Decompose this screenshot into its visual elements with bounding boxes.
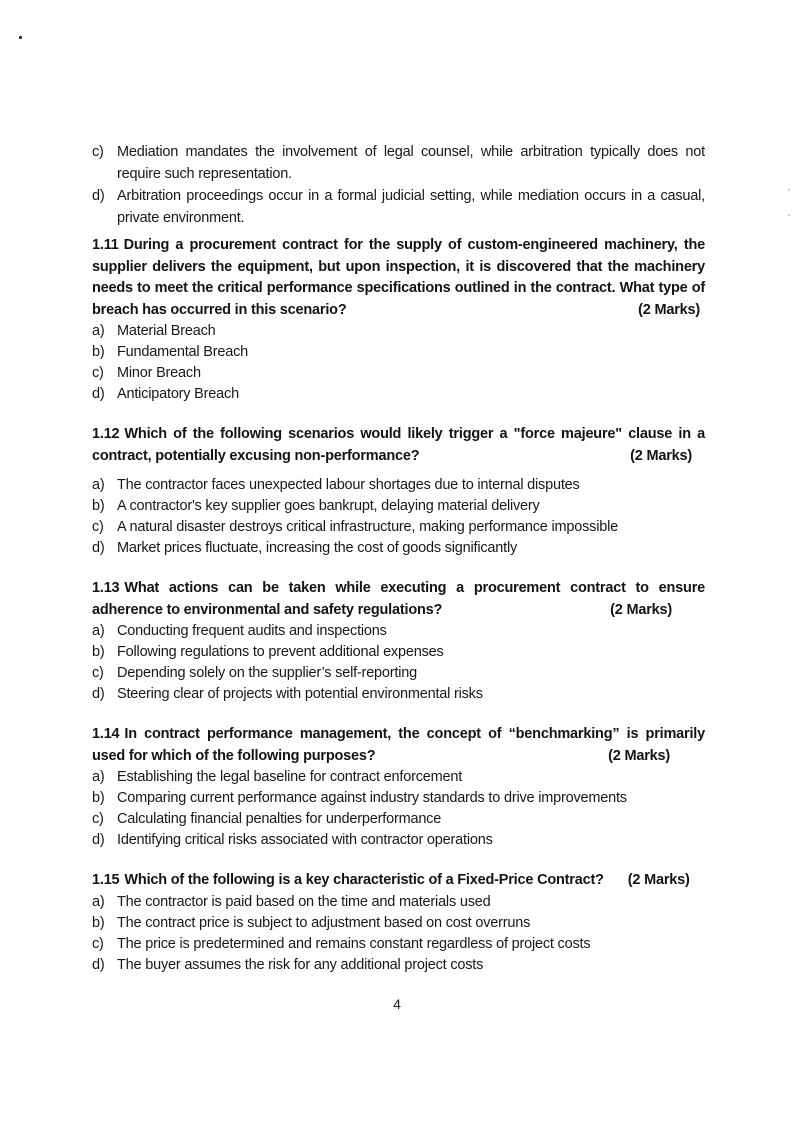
option-row [92,363,705,384]
option-letter: d) [92,956,105,973]
marks-label: (2 Marks) [638,301,700,318]
scan-speck-icon [788,214,790,216]
option-row [92,934,705,955]
question-paragraph [92,578,705,621]
option-letter: d) [92,188,105,204]
options-list [92,621,705,705]
option-text: Establishing the legal baseline for contract enforcement [117,769,463,785]
question-text: What actions can be taken while executing a procurement contract to ensure adherence to environmental and safety regulations? [92,580,705,618]
previous-question-options [92,141,705,229]
option-row [92,141,705,185]
option-text: The contractor faces unexpected labour shortages due to internal disputes [117,477,580,493]
option-text: Mediation mandates the involvement of legal counsel, while arbitration typically does not require such representation. [117,144,705,182]
option-row [92,642,705,663]
option-letter: c) [92,519,104,535]
question-text: Which of the following is a key characteristic of a Fixed-Price Contract? [124,872,604,888]
question-paragraph [92,724,705,767]
option-letter: c) [92,935,104,952]
option-row [92,663,705,684]
question-block-1-12 [92,424,705,559]
option-text: Arbitration proceedings occur in a formal judicial setting, while mediation occurs in a casual, private environment. [117,188,705,226]
option-row [92,809,705,830]
option-letter: b) [92,344,105,360]
option-letter: c) [92,365,104,381]
question-number: 1.13 [92,580,120,596]
option-letter: a) [92,769,105,785]
option-letter: a) [92,477,105,493]
option-row [92,384,705,405]
option-row [92,767,705,788]
option-row [92,830,705,851]
option-text: Identifying critical risks associated with contractor operations [117,832,493,848]
option-letter: d) [92,686,105,702]
option-letter: a) [92,893,105,910]
options-list [92,767,705,851]
option-row [92,684,705,705]
question-number: 1.14 [92,726,120,742]
option-row [92,955,705,976]
option-letter: a) [92,623,105,639]
page-number: 4 [393,996,401,1012]
option-text: The buyer assumes the risk for any additional project costs [117,956,484,973]
question-paragraph [92,424,705,467]
option-text: The contractor is paid based on the time and materials used [117,893,491,910]
question-text: Which of the following scenarios would likely trigger a "force majeure" clause in a contract, potentially excusing non-performance? [92,426,705,464]
option-text: Depending solely on the supplier’s self-reporting [117,665,417,681]
option-letter: b) [92,644,105,660]
question-block-1-13 [92,578,705,705]
marks-label: (2 Marks) [630,447,692,464]
option-letter: d) [92,386,105,402]
option-text: Market prices fluctuate, increasing the cost of goods significantly [117,540,518,556]
marks-label: (2 Marks) [608,747,670,764]
option-letter: c) [92,144,104,160]
option-letter: c) [92,811,104,827]
marks-label: (2 Marks) [610,601,672,618]
option-row [92,538,705,559]
option-text: The price is predetermined and remains constant regardless of project costs [117,935,591,952]
question-block-1-11 [92,235,705,405]
exam-content [92,141,705,976]
option-text: Calculating financial penalties for underperformance [117,811,442,827]
option-letter: a) [92,323,105,339]
option-row [92,892,705,913]
option-letter: d) [92,540,105,556]
scan-speck-icon [788,189,790,191]
question-block-1-15 [92,870,705,976]
option-row [92,517,705,538]
option-text: Steering clear of projects with potential environmental risks [117,686,483,702]
option-text: Conducting frequent audits and inspections [117,623,387,639]
option-row [92,788,705,809]
question-number: 1.11 [92,237,119,253]
option-letter: c) [92,665,104,681]
option-row [92,185,705,229]
marks-label: (2 Marks) [627,872,690,888]
question-text: During a procurement contract for the supply of custom-engineered machinery, the supplier delivers the equipment, but upon inspection, it is discovered that the machinery needs to meet the critical performance specifications outlined in the contract. What type of breach has occurred in this scenario? [92,237,705,318]
option-letter: b) [92,790,105,806]
scan-speck-icon [19,36,22,39]
option-text: Following regulations to prevent additional expenses [117,644,444,660]
option-row [92,321,705,342]
question-number: 1.12 [92,426,120,442]
options-list [92,475,705,559]
option-text: Material Breach [117,323,216,339]
option-text: Fundamental Breach [117,344,249,360]
option-row [92,342,705,363]
option-letter: b) [92,914,105,931]
option-row [92,496,705,517]
option-text: A contractor's key supplier goes bankrupt, delaying material delivery [117,498,540,514]
option-row [92,913,705,934]
option-text: The contract price is subject to adjustment based on cost overruns [117,914,531,931]
option-text: Comparing current performance against industry standards to drive improvements [117,790,627,806]
option-text: Anticipatory Breach [117,386,239,402]
options-list [92,321,705,405]
question-text: In contract performance management, the concept of “benchmarking” is primarily used for which of the following purposes? [92,726,705,764]
option-row [92,621,705,642]
options-list [92,892,705,976]
option-row [92,475,705,496]
question-block-1-14 [92,724,705,851]
option-letter: b) [92,498,105,514]
option-letter: d) [92,832,105,848]
question-number: 1.15 [92,872,120,888]
option-text: A natural disaster destroys critical infrastructure, making performance impossible [117,519,618,535]
option-text: Minor Breach [117,365,201,381]
question-paragraph [92,870,705,892]
question-paragraph [92,235,705,321]
